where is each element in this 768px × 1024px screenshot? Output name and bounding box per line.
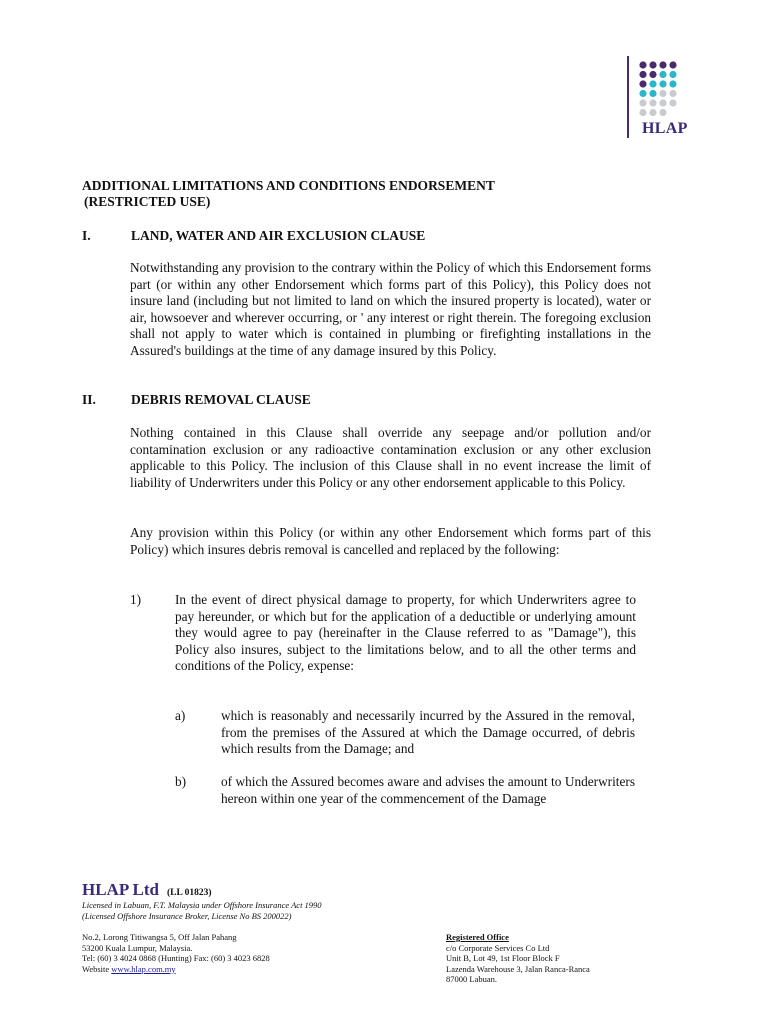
registered-office-title: Registered Office xyxy=(446,932,509,942)
website-link[interactable]: www.hlap.com.my xyxy=(111,963,176,974)
section-2-paragraph-1: Nothing contained in this Clause shall override any seepage and/or pollution and/or contamination exclusion or any radioactive contamination exclusion or any other exclusion applicable to this Policy. The inclusion of this Clause shall in no event increase the limit of liability of Underwriters under this Policy or any other endorsement applicable to this Policy. xyxy=(130,425,651,490)
licence-line-2: (Licensed Offshore Insurance Broker, License No BS 200022) xyxy=(82,910,292,921)
logo-dot xyxy=(649,71,656,78)
registered-office-line-3: Lazenda Warehouse 3, Jalan Ranca-Ranca xyxy=(446,963,590,974)
subitem-b-number: b) xyxy=(175,774,187,789)
logo-dot xyxy=(639,99,646,106)
logo-dot xyxy=(639,90,646,97)
registered-office-line-1: c/o Corporate Services Co Ltd xyxy=(446,942,550,953)
logo-dot xyxy=(659,109,666,116)
logo-dot xyxy=(669,80,676,87)
website-label: Website xyxy=(82,963,110,974)
logo-dot xyxy=(659,71,666,78)
registered-office xyxy=(446,932,590,985)
subitem-a-text: which is reasonably and necessarily incurred by the Assured in the removal, from the premises of the Assured at which the Damage occurred, of debris which results from the Damage; and xyxy=(221,708,635,757)
logo-vertical-rule xyxy=(627,56,629,138)
document-title-line-1: ADDITIONAL LIMITATIONS AND CONDITIONS ENDORSEMENT xyxy=(82,178,495,193)
logo-dot xyxy=(669,90,676,97)
section-1-number: I. xyxy=(82,228,91,243)
licence-line-1: Licensed in Labuan, F.T. Malaysia under Offshore Insurance Act 1990 xyxy=(82,900,322,910)
logo-dot xyxy=(649,80,656,87)
logo-dot xyxy=(659,99,666,106)
section-1-title: LAND, WATER AND AIR EXCLUSION CLAUSE xyxy=(131,228,426,243)
logo-dot xyxy=(649,90,656,97)
section-2-paragraph-2: Any provision within this Policy (or within any other Endorsement which forms part of this Policy) which insures debris removal is cancelled and replaced by the following: xyxy=(130,525,651,557)
logo-dot xyxy=(649,61,656,68)
address-line-2: 53200 Kuala Lumpur, Malaysia. xyxy=(82,942,193,953)
section-2-title: DEBRIS REMOVAL CLAUSE xyxy=(131,392,311,407)
company-name-line xyxy=(82,880,702,900)
registered-office-line-2: Unit B, Lot 49, 1st Floor Block F xyxy=(446,953,560,963)
logo-dot xyxy=(639,71,646,78)
logo-dot xyxy=(649,99,656,106)
logo-dot xyxy=(669,99,676,106)
logo-dot-grid xyxy=(638,60,694,116)
logo-dot xyxy=(659,90,666,97)
website-line xyxy=(82,964,270,975)
company-registration: (LL 01823) xyxy=(167,888,212,898)
logo-text: HLAP xyxy=(642,120,688,137)
logo-dot xyxy=(669,61,676,68)
item-1-text: In the event of direct physical damage to property, for which Underwriters agree to pay hereunder, or which but for the application of a deductible or underlying amount they would agree to pay (hereinafter in the Clause referred to as "Damage"), this Policy also insures, subject to the limitations below, and to all the other terms and conditions of the Policy, expense: xyxy=(175,592,636,674)
logo-dot xyxy=(659,80,666,87)
section-1-paragraph: Notwithstanding any provision to the contrary within the Policy of which this Endorsement forms part (or within any other Endorsement which forms part of this Policy), this Policy does not insure land (including but not limited to land on which the insured property is located), water or air, howsoever and wherever occurring, or ' any interest or right therein. The foregoing exclusion shall not apply to water which is contained in plumbing or firefighting installations in the Assured's buildings at the time of any damage insured by this Policy. xyxy=(130,260,651,358)
office-address xyxy=(82,932,270,974)
company-logo xyxy=(627,56,697,138)
section-2-number: II. xyxy=(82,392,96,407)
address-line-1: No.2, Lorong Titiwangsa 5, Off Jalan Pahang xyxy=(82,932,237,942)
logo-dot-grid-graphic xyxy=(638,60,694,116)
logo-dot xyxy=(669,71,676,78)
company-name: HLAP Ltd xyxy=(82,880,159,899)
logo-dot xyxy=(639,109,646,116)
letterhead-footer xyxy=(82,880,702,984)
document-title xyxy=(82,178,682,210)
logo-dot xyxy=(639,61,646,68)
logo-dot xyxy=(639,80,646,87)
document-title-line-2: (RESTRICTED USE) xyxy=(84,194,211,209)
logo-dot xyxy=(659,61,666,68)
registered-office-line-4: 87000 Labuan. xyxy=(446,974,497,984)
address-line-3: Tel: (60) 3 4024 0868 (Hunting) Fax: (60) 3 4023 6828 xyxy=(82,953,270,963)
subitem-a-number: a) xyxy=(175,708,186,723)
item-1-number: 1) xyxy=(130,592,142,607)
subitem-b-text: of which the Assured becomes aware and advises the amount to Underwriters hereon within one year of the commencement of the Damage xyxy=(221,774,635,806)
logo-dot xyxy=(649,109,656,116)
